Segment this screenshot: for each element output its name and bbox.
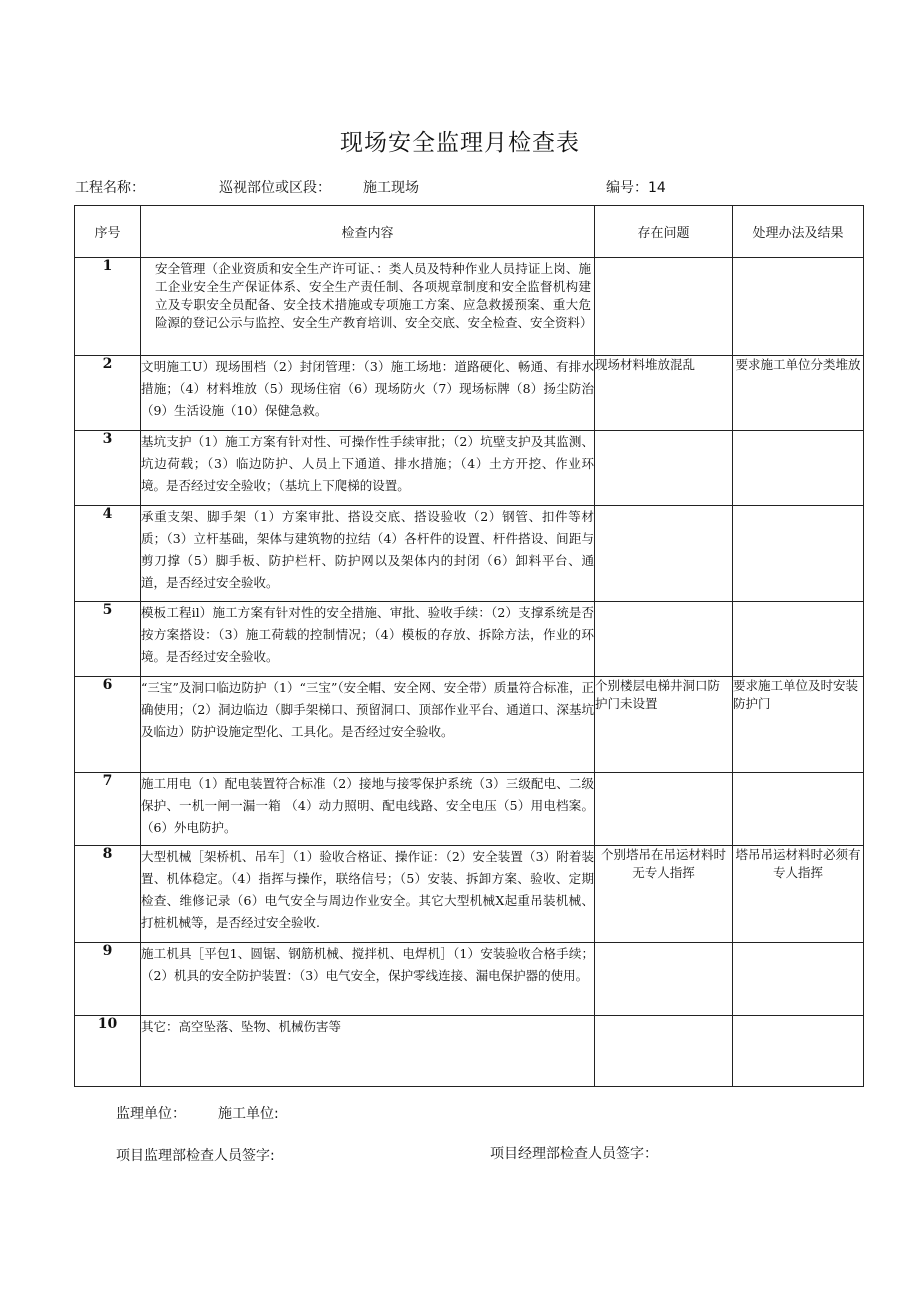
row-issue: 个别塔吊在吊运材料时无专人指挥: [595, 846, 733, 943]
header-issue: 存在问题: [595, 206, 733, 258]
row-number: 10: [75, 1016, 141, 1087]
project-name-label: 工程名称：: [75, 180, 145, 196]
row-content: “三宝”及洞口临边防护（1）“三宝”（安全帽、安全网、安全带）质量符合标准，正确使用；（2）洞边临边（脚手架梯口、预留洞口、顶部作业平台、通道口、深基坑及临边）防护设施定型化、工具化。是否经过安全验收。: [141, 677, 595, 773]
header-content: 检查内容: [141, 206, 595, 258]
row-issue: 个别楼层电梯井洞口防护门未设置: [595, 677, 733, 773]
row-content: 施工机具［平包1、圆锯、钢筋机械、搅拌机、电焊机］（1）安装验收合格手续；（2）机具的安全防护装置：（3）电气安全，保护零线连接、漏电保护器的使用。: [141, 943, 595, 1016]
row-remedy: [733, 943, 864, 1016]
row-issue: [595, 258, 733, 356]
table-row: [75, 943, 864, 1016]
row-content: 基坑支护（1）施工方案有针对性、可操作性手续审批；（2）坑壁支护及其监测、坑边荷载；（3）临边防护、人员上下通道、排水措施；（4）土方开挖、作业环境。是否经过安全验收；（基坑上下爬梯的设置。: [141, 431, 595, 506]
row-remedy: [733, 602, 864, 677]
row-content: 文明施工U）现场围档（2）封闭管理：（3）施工场地：道路硬化、畅通、有排水措施；（4）材料堆放（5）现场住宿（6）现场防火（7）现场标牌（8）扬尘防治（9）生活设施（10）保健急救。: [141, 356, 595, 431]
row-content: 大型机械［架桥机、吊车］（1）验收合格证、操作证：（2）安全装置（3）附着装置、机体稳定。（4）指挥与操作，联络信号；（5）安装、拆卸方案、验收、定期检查、维修记录（6）电气安全与周边作业安全。其它大型机械X起重吊装机械、打桩机械等，是否经过安全验收.: [141, 846, 595, 943]
row-number: 6: [75, 677, 141, 773]
row-remedy: [733, 1016, 864, 1087]
table-row: [75, 1016, 864, 1087]
row-issue: [595, 506, 733, 602]
inspection-table: [74, 205, 864, 1087]
header-remedy: 处理办法及结果: [733, 206, 864, 258]
row-content: 安全管理（企业资质和安全生产许可证、：类人员及特种作业人员持证上岗、施工企业安全生产保证体系、安全生产责任制、各项规章制度和安全监督机构建立及专职安全员配备、安全技术措施或专项施工方案、应急救援预案、重大危险源的登记公示与监控、安全生产教育培训、安全交底、安全检查、安全资料）: [141, 258, 595, 356]
row-issue: [595, 431, 733, 506]
area-label: 巡视部位或区段：: [219, 180, 331, 196]
row-remedy: 塔吊吊运材料时必须有专人指挥: [733, 846, 864, 943]
row-remedy: [733, 258, 864, 356]
row-number: 1: [75, 258, 141, 356]
row-content: 承重支架、脚手架（1）方案审批、搭设交底、搭设验收（2）钢管、扣件等材质；（3）立杆基础，架体与建筑物的拉结（4）各杆件的设置、杆件搭设、间距与剪刀撑（5）脚手板、防护栏杆、防护网以及架体内的封闭（6）卸料平台、通道，是否经过安全验收。: [141, 506, 595, 602]
row-number: 8: [75, 846, 141, 943]
table-row: [75, 677, 864, 773]
construction-unit-label: 施工单位:: [218, 1106, 279, 1122]
row-number: 3: [75, 431, 141, 506]
row-issue: 现场材料堆放混乱: [595, 356, 733, 431]
row-remedy: [733, 431, 864, 506]
row-number: 2: [75, 356, 141, 431]
area-value: 施工现场: [363, 180, 419, 196]
row-remedy: 要求施工单位分类堆放: [733, 356, 864, 431]
row-issue: [595, 773, 733, 846]
row-number: 7: [75, 773, 141, 846]
table-row: [75, 356, 864, 431]
supervisor-unit-label: 监理单位：: [116, 1106, 186, 1122]
row-issue: [595, 602, 733, 677]
row-remedy: [733, 506, 864, 602]
table-row: [75, 846, 864, 943]
form-number: 编号：14: [606, 180, 666, 196]
table-row: [75, 431, 864, 506]
table-row: [75, 258, 864, 356]
row-number: 9: [75, 943, 141, 1016]
header-number: 序号: [75, 206, 141, 258]
supervisor-signature-label: 项目监理部检查人员签字:: [116, 1148, 275, 1164]
row-remedy: [733, 773, 864, 846]
table-row: [75, 773, 864, 846]
manager-signature-label: 项目经理部检查人员签字：: [490, 1146, 658, 1162]
table-row: [75, 506, 864, 602]
page-title: 现场安全监理月检查表: [340, 130, 580, 156]
row-number: 5: [75, 602, 141, 677]
row-content: 施工用电（1）配电装置符合标准（2）接地与接零保护系统（3）三级配电、二级保护、一机一闸一漏一箱 （4）动力照明、配电线路、安全电压（5）用电档案。（6）外电防护。: [141, 773, 595, 846]
row-number: 4: [75, 506, 141, 602]
row-remedy: 要求施工单位及时安装防护门: [733, 677, 864, 773]
table-row: [75, 602, 864, 677]
row-issue: [595, 943, 733, 1016]
table-header-row: [75, 206, 864, 258]
row-issue: [595, 1016, 733, 1087]
row-content: 模板工程il）施工方案有针对性的安全措施、审批、验收手续：（2）支撑系统是否按方案搭设：（3）施工荷载的控制情况；（4）模板的存放、拆除方法，作业的环境。是否经过安全验收。: [141, 602, 595, 677]
row-content: 其它：高空坠落、坠物、机械伤害等: [141, 1016, 595, 1087]
